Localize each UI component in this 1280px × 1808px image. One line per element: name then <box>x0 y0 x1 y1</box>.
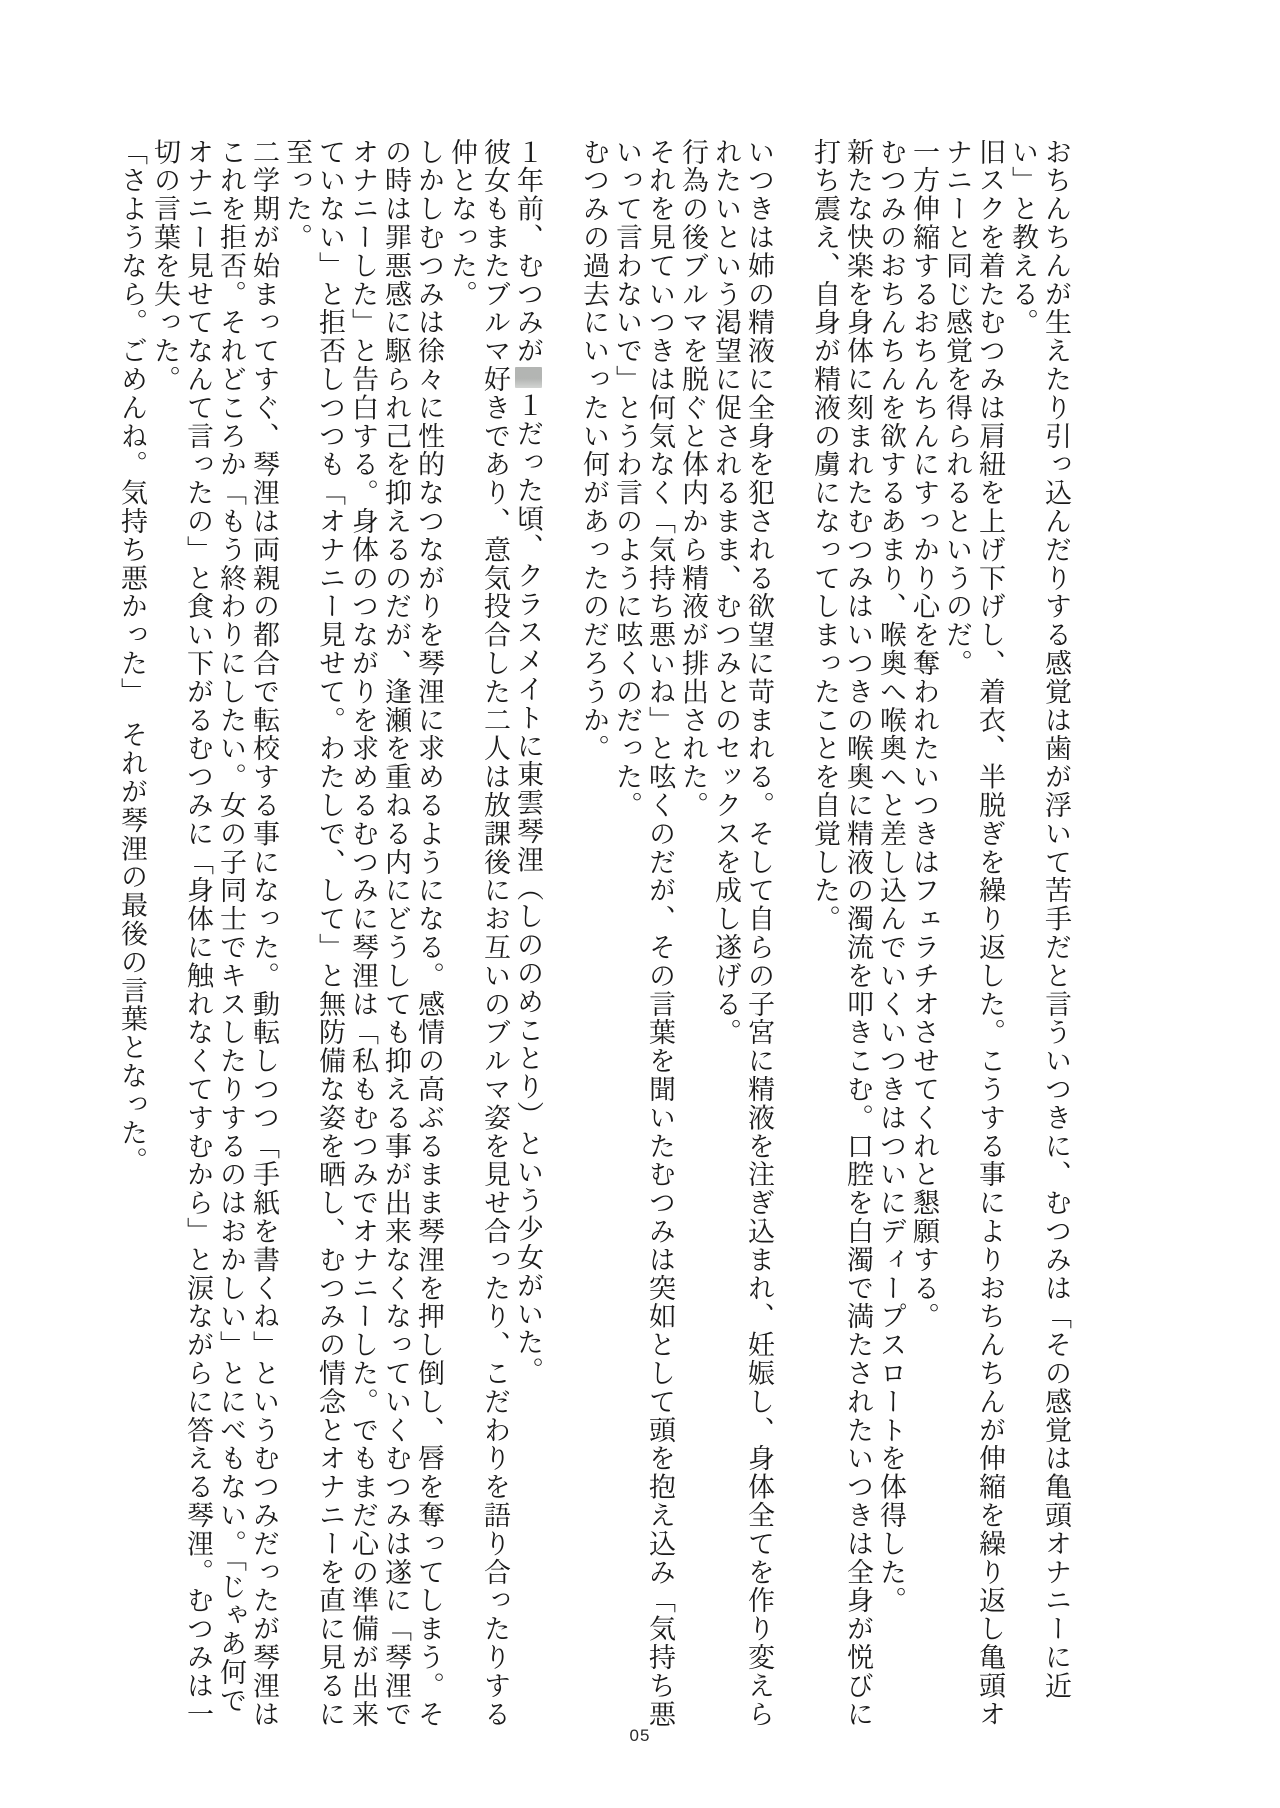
page-text-body <box>115 138 1072 1729</box>
text-column: 行為の後ブルマを脱ぐと体内から精液が排出された。 <box>678 138 708 820</box>
text-column: いって言わないで」とうわ言のように呟くのだった。 <box>612 138 642 820</box>
text-column: い」と教える。 <box>1008 138 1038 337</box>
text-column: 一方伸縮するおちんちんにすっかり心を奪われたいつきはフェラチオさせてくれと懇願する。 <box>909 138 939 1331</box>
text-column: いつきは姉の精液に全身を犯される欲望に苛まれる。そして自らの子宮に精液を注ぎ込まれ、妊娠し、身体全てを作り変えら <box>744 138 774 1729</box>
text-column: ていない」と拒否しつつも「オナニー見せて。わたしで、して」と無防備な姿を晒し、むつみの情念とオナニーを直に見るに <box>315 138 345 1729</box>
text-column: これを拒否。それどころか「もう終わりにしたい。女の子同士でキスしたりするのはおかしい」とにべもない。「じゃあ何で <box>216 138 246 1715</box>
text-column: ナニーと同じ感覚を得られるというのだ。 <box>942 138 972 678</box>
text-column: 新たな快楽を身体に刻まれたむつみはいつきの喉奥に精液の濁流を叩きこむ。口腔を白濁で満たされたいつきは全身が悦びに <box>843 138 873 1729</box>
text-block <box>577 138 775 1729</box>
text-column: おちんちんが生えたり引っ込んだりする感覚は歯が浮いて苦手だと言ういつきに、むつみは「その感覚は亀頭オナニーに近 <box>1041 138 1071 1700</box>
text-column: の時は罪悪感に駆られ己を抑えるのだが、逢瀬を重ねる内にどうしても抑える事が出来なくなっていくむつみは遂に「琴浬で <box>381 138 411 1729</box>
text-column: 打ち震え、自身が精液の虜になってしまったことを自覚した。 <box>810 138 840 934</box>
text-column: 至った。 <box>282 138 312 252</box>
text-block <box>808 138 1072 1729</box>
text-column: それを見ていつきは何気なく「気持ち悪いね」と呟くのだが、その言葉を聞いたむつみは突如として頭を抱え込み「気持ち悪 <box>645 138 675 1729</box>
text-column: 「さようなら。ごめんね。気持ち悪かった」 それが琴浬の最後の言葉となった。 <box>117 138 147 1176</box>
text-column: むつみの過去にいったい何があったのだろうか。 <box>579 138 609 763</box>
page-number: 05 <box>629 1726 651 1745</box>
text-column: 彼女もまたブルマ好きであり、意気投合した二人は放課後にお互いのブルマ姿を見せ合ったり、こだわりを語り合ったりする <box>480 138 510 1729</box>
text-column: 二学期が始まってすぐ、琴浬は両親の都合で転校する事になった。動転しつつ「手紙を書くね」というむつみだったが琴浬は <box>249 138 279 1729</box>
censor-box <box>515 367 542 388</box>
text-column: 仲となった。 <box>447 138 477 309</box>
text-column: １年前、むつみが１だった頃、クラスメイトに東雲琴浬（しののめことり）という少女がいた。 <box>513 138 543 1386</box>
text-column: れたいという渇望に促されるまま、むつみとのセックスを成し遂げる。 <box>711 138 741 1047</box>
text-column: むつみのおちんちんを欲するあまり、喉奥へ喉奥へと差し込んでいくいつきはついにディープスロートを体得した。 <box>876 138 906 1615</box>
text-column: オナニーした」と告白する。身体のつながりを求めるむつみに琴浬は「私もむつみでオナニーした。でもまだ心の準備が出来 <box>348 138 378 1729</box>
text-column: 旧スクを着たむつみは肩紐を上げ下げし、着衣、半脱ぎを繰り返した。こうする事によりおちんちんが伸縮を繰り返し亀頭オ <box>975 138 1005 1729</box>
text-column: オナニー見せてなんて言ったの」と食い下がるむつみに「身体に触れなくてすむから」と涙ながらに答える琴浬。むつみは一 <box>183 138 213 1729</box>
text-block <box>115 138 544 1729</box>
text-column: しかしむつみは徐々に性的なつながりを琴浬に求めるようになる。感情の高ぶるまま琴浬を押し倒し、唇を奪ってしまう。そ <box>414 138 444 1729</box>
text-column: 切の言葉を失った。 <box>150 138 180 394</box>
